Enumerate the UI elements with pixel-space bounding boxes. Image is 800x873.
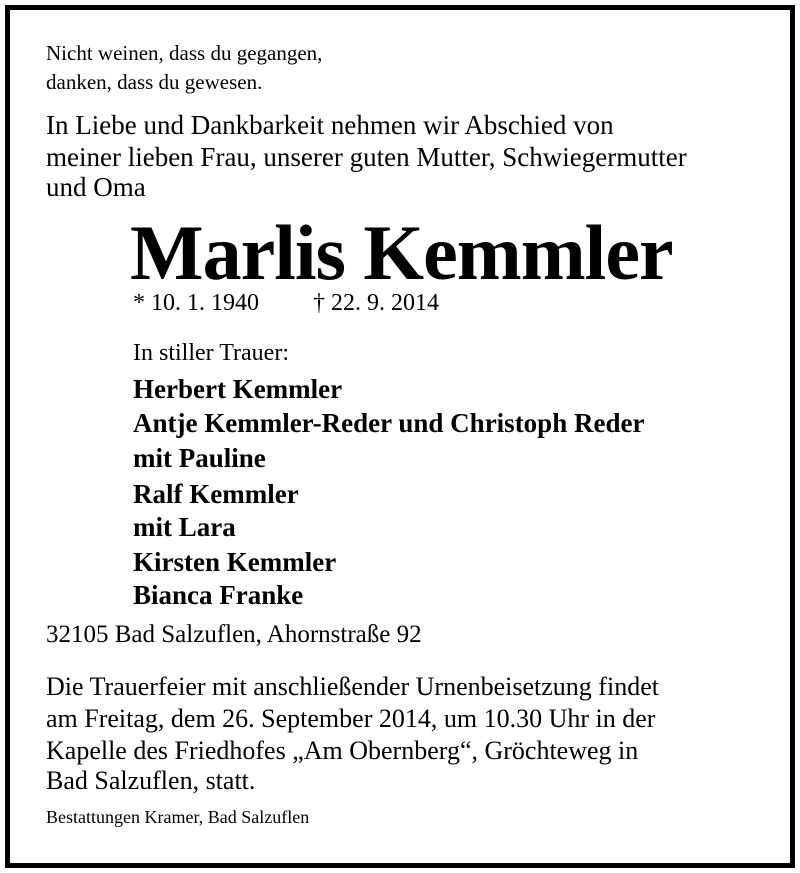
intro-line-2: meiner lieben Frau, unserer guten Mutter, Schwiegermutter xyxy=(46,142,687,172)
death-date: † 22. 9. 2014 xyxy=(313,290,439,316)
birth-date: * 10. 1. 1940 xyxy=(133,290,259,316)
motto-line-1: Nicht weinen, dass du gegangen, xyxy=(46,41,323,65)
undertaker-credit: Bestattungen Kramer, Bad Salzuflen xyxy=(46,807,310,827)
deceased-name: Marlis Kemmler xyxy=(130,209,673,296)
mourning-label: In stiller Trauer: xyxy=(133,340,289,366)
intro-line-3: und Oma xyxy=(46,172,146,202)
mourner-name: Antje Kemmler-Reder und Christoph Reder xyxy=(133,408,645,438)
family-address: 32105 Bad Salzuflen, Ahornstraße 92 xyxy=(46,621,422,648)
ceremony-line-1: Die Trauerfeier mit anschließender Urnenbeisetzung findet xyxy=(46,672,659,701)
mourner-name: Herbert Kemmler xyxy=(133,374,343,404)
ceremony-line-4: Bad Salzuflen, statt. xyxy=(46,766,256,795)
mourner-name: Bianca Franke xyxy=(133,580,304,610)
mourner-name: mit Pauline xyxy=(133,443,266,473)
intro-line-1: In Liebe und Dankbarkeit nehmen wir Abschied von xyxy=(46,110,614,140)
mourner-name: Kirsten Kemmler xyxy=(133,547,337,577)
motto-line-2: danken, dass du gewesen. xyxy=(46,70,263,94)
ceremony-line-2: am Freitag, dem 26. September 2014, um 10.30 Uhr in der xyxy=(46,704,656,733)
mourner-name: mit Lara xyxy=(133,512,236,542)
ceremony-line-3: Kapelle des Friedhofes „Am Obernberg“, Gröchteweg in xyxy=(46,736,639,765)
mourner-name: Ralf Kemmler xyxy=(133,479,299,509)
